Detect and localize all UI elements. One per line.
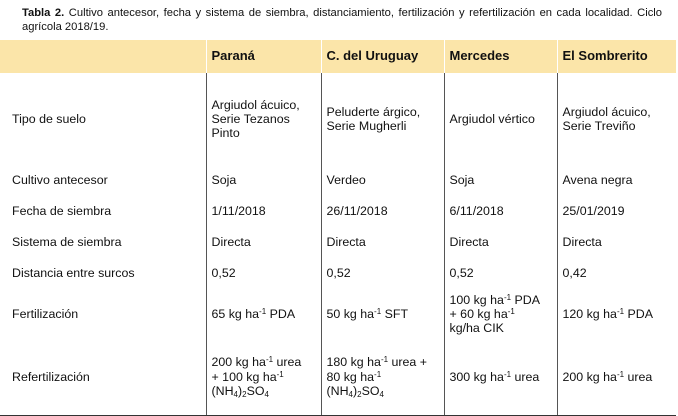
- table-cell: 300 kg $ha^{-1}$ urea: [444, 339, 557, 415]
- row-label: Distancia entre surcos: [12, 266, 135, 281]
- table-cell: 26/11/2018: [321, 196, 444, 227]
- table-cell: 6/11/2018: [444, 196, 557, 227]
- table-cell: Argiudol vértico: [444, 73, 557, 165]
- header-parana: Paraná: [206, 40, 321, 73]
- row-label: Cultivo antecesor: [12, 173, 108, 188]
- caption-label: Tabla 2.: [22, 7, 65, 19]
- table-cell: Directa: [444, 227, 557, 258]
- header-mercedes: Mercedes: [444, 40, 557, 73]
- table-row: [0, 196, 676, 227]
- table-cell: 0,42: [557, 258, 676, 289]
- table-cell: 100 kg $ha^{-1}$ PDA + 60 kg $ha^{-1}$ kg/ha CIK: [444, 289, 557, 339]
- row-label: Fertilización: [12, 306, 79, 321]
- table-cell: Peluderte árgico, Serie Mugherli: [321, 73, 444, 165]
- table-row: [0, 289, 676, 339]
- header-el-sombrerito: El Sombrerito: [557, 40, 676, 73]
- table-cell: 50 kg $ha^{-1}$ SFT: [321, 289, 444, 339]
- caption-text: Cultivo antecesor, fecha y sistema de siembra, distanciamiento, fertilización y refertilización en cada localidad. Ciclo agrícola 2018/19.: [22, 7, 662, 33]
- table-cell: Directa: [206, 227, 321, 258]
- table-cell: Directa: [321, 227, 444, 258]
- table-cell: 120 kg $ha^{-1}$ PDA: [557, 289, 676, 339]
- table-cell: 180 kg $ha^{-1}$ urea + 80 kg $ha^{-1}$ $(NH_4)_2SO_4$: [321, 339, 444, 415]
- data-table: [0, 40, 676, 416]
- table-cell: Soja: [444, 165, 557, 196]
- table-cell: 0,52: [444, 258, 557, 289]
- table-row: [0, 258, 676, 289]
- table-cell: 0,52: [206, 258, 321, 289]
- table-row: [0, 73, 676, 165]
- table-cell: Verdeo: [321, 165, 444, 196]
- header-empty: [0, 40, 206, 73]
- table-cell: Directa: [557, 227, 676, 258]
- row-label: Refertilización: [0, 339, 206, 415]
- table-cell: 1/11/2018: [206, 196, 321, 227]
- table-cell: Avena negra: [557, 165, 676, 196]
- table-cell: 200 kg $ha^{-1}$ urea + 100 kg $ha^{-1}$ $(NH_4)_2SO_4$: [206, 339, 321, 415]
- table-row: [0, 165, 676, 196]
- row-label: Tipo de suelo: [12, 111, 86, 126]
- table-cell: 65 kg $ha^{-1}$ PDA: [206, 289, 321, 339]
- table-caption: [22, 6, 662, 34]
- table-cell: 0,52: [321, 258, 444, 289]
- header-c-del-uruguay: C. del Uruguay: [321, 40, 444, 73]
- table-row: [0, 339, 676, 415]
- table-cell: Argiudol ácuico, Serie Treviño: [557, 73, 676, 165]
- table-cell: 25/01/2019: [557, 196, 676, 227]
- header-row: [0, 40, 676, 73]
- row-label: Sistema de siembra: [12, 235, 122, 250]
- table-cell: 200 kg $ha^{-1}$ urea: [557, 339, 676, 415]
- table-cell: Soja: [206, 165, 321, 196]
- row-label: Fecha de siembra: [12, 204, 112, 219]
- table-cell: Argiudol ácuico, Serie Tezanos Pinto: [206, 73, 321, 165]
- table-row: [0, 227, 676, 258]
